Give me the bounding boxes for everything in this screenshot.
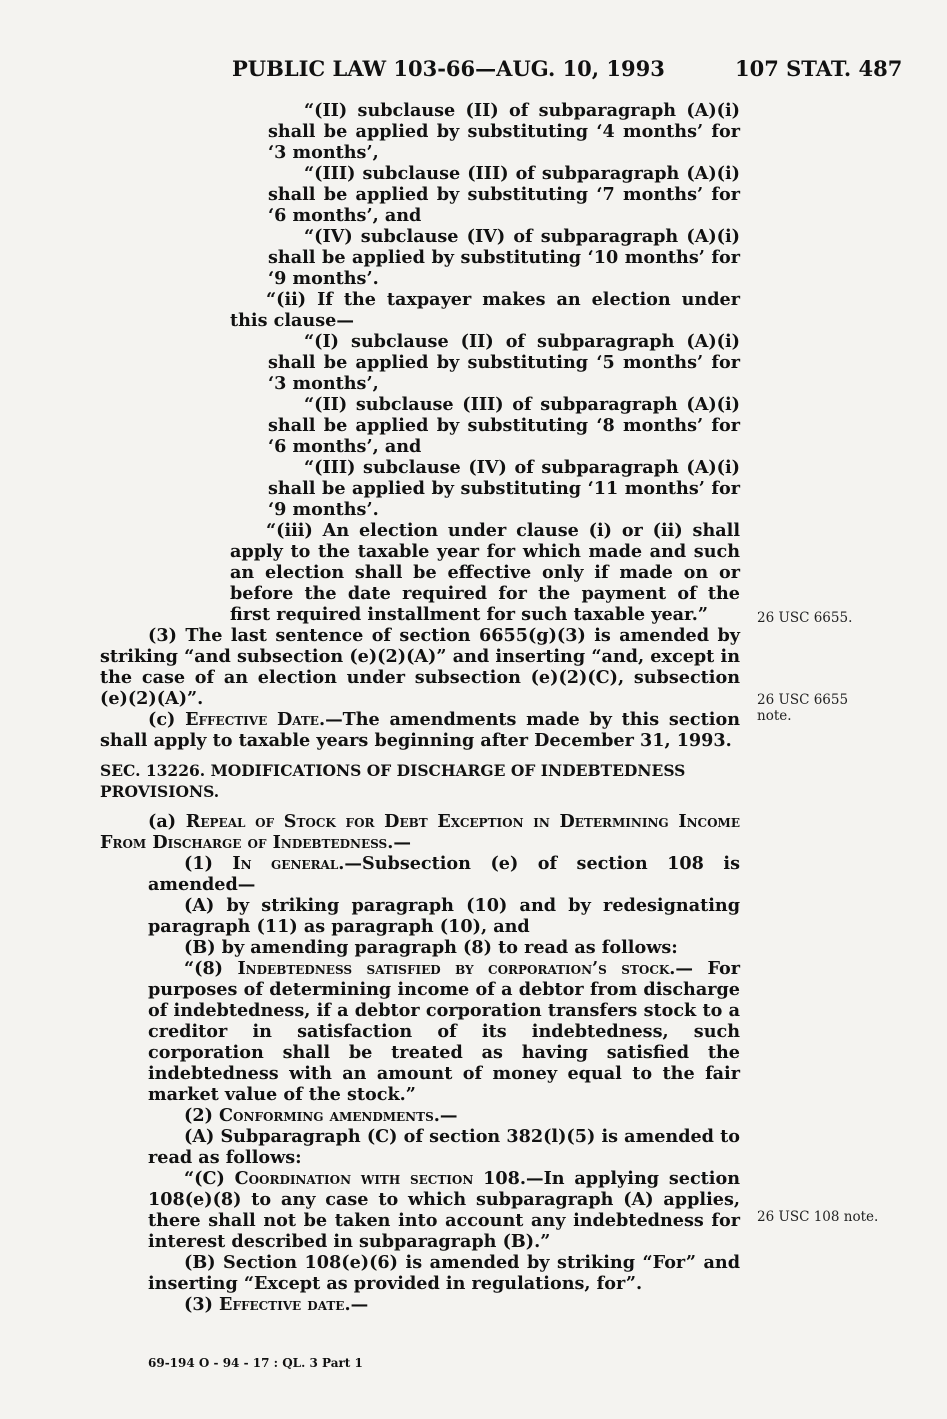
run-in-heading: Coordination with section 108.— <box>234 1168 544 1189</box>
paragraph-1-in-general: (1) In general.—Subsection (e) of section 108 is amended— <box>148 853 740 895</box>
paragraph-effective-date-c: (c) Effective Date.—The amendments made by this section shall apply to taxable years beginning after December 31, 1993. <box>100 709 740 751</box>
paragraph-item-IV-a: “(IV) subclause (IV) of subparagraph (A)(i) shall be applied by substituting ‘10 months’ for ‘9 months’. <box>268 226 740 289</box>
paragraph-item-III-a: “(III) subclause (III) of subparagraph (A)(i) shall be applied by substituting ‘7 months’ for ‘6 months’, and <box>268 163 740 226</box>
paragraph-item-I-b: “(I) subclause (II) of subparagraph (A)(i) shall be applied by substituting ‘5 months’ for ‘3 months’, <box>268 331 740 394</box>
run-in-heading: Conforming amendments.— <box>219 1105 458 1126</box>
paragraph-item-II-a: “(II) subclause (II) of subparagraph (A)(i) shall be applied by substituting ‘4 months’ for ‘3 months’, <box>268 100 740 163</box>
paragraph-item-II-b: “(II) subclause (III) of subparagraph (A)(i) shall be applied by substituting ‘8 months’ for ‘6 months’, and <box>268 394 740 457</box>
paragraph-B-108e6: (B) Section 108(e)(6) is amended by striking “For” and inserting “Except as provided in regulations, for”. <box>148 1252 740 1294</box>
paragraph-2-conforming: (2) Conforming amendments.— <box>184 1105 458 1126</box>
statute-body <box>100 100 740 1315</box>
run-in-heading: In general.— <box>232 853 363 874</box>
paragraph-A-strike: (A) by striking paragraph (10) and by redesignating paragraph (11) as paragraph (10), and <box>148 895 740 937</box>
public-law-citation: PUBLIC LAW 103-66—AUG. 10, 1993 <box>232 56 665 81</box>
run-in-heading: Repeal of Stock for Debt Exception in Determining Income From Discharge of Indebtedness.— <box>100 811 740 853</box>
margin-note-usc-108: 26 USC 108 note. <box>757 1209 879 1225</box>
paragraph-subsection-a: (a) Repeal of Stock for Debt Exception in Determining Income From Discharge of Indebtedness.— <box>100 811 740 853</box>
margin-note-line: 26 USC 6655 <box>757 692 849 708</box>
run-in-heading: Indebtedness satisfied by corporation’s stock.— <box>237 958 694 979</box>
paragraph-clause-iii: “(iii) An election under clause (i) or (ii) shall apply to the taxable year for which made and such an election shall be effective only if made on or before the date required for the payment of the first required installment for such taxable year.” <box>230 520 740 625</box>
statute-page-number: 107 STAT. 487 <box>735 56 903 81</box>
margin-note-usc-6655-note <box>757 692 848 724</box>
paragraph-B-amend: (B) by amending paragraph (8) to read as follows: <box>184 937 678 958</box>
paragraph-3-effective-date: (3) Effective date.— <box>184 1294 369 1315</box>
margin-note-line: note. <box>757 708 792 724</box>
paragraph-quoted-8: “(8) Indebtedness satisfied by corporation’s stock.— For purposes of determining income of a debtor from discharge of indebtedness, if a debtor corporation transfers stock to a creditor in satisfaction of its indebtedness, such corporation shall be treated as having satisfied the indebtedness with an amount of money equal to the fair market value of the stock.” <box>148 958 740 1105</box>
paragraph-quoted-C: “(C) Coordination with section 108.—In applying section 108(e)(8) to any case to which subparagraph (A) applies, there shall not be taken into account any indebtedness for interest described in subparagraph (B).” <box>148 1168 740 1252</box>
paragraph-item-III-b: “(III) subclause (IV) of subparagraph (A)(i) shall be applied by substituting ‘11 months’ for ‘9 months’. <box>268 457 740 520</box>
run-in-heading: Effective date.— <box>219 1294 369 1315</box>
section-heading: SEC. 13226. MODIFICATIONS OF DISCHARGE OF INDEBTEDNESS PROVISIONS. <box>100 761 686 801</box>
paragraph-3-amendment: (3) The last sentence of section 6655(g)(3) is amended by striking “and subsection (e)(2)(A)” and inserting “and, except in the case of an election under subsection (e)(2)(C), subsection (e)(2)(A)”. <box>100 625 740 709</box>
paragraph-A-382: (A) Subparagraph (C) of section 382(l)(5) is amended to read as follows: <box>148 1126 740 1168</box>
print-job-code: 69-194 O - 94 - 17 : QL. 3 Part 1 <box>148 1356 363 1370</box>
run-in-heading: Effective Date.— <box>185 709 343 730</box>
running-header <box>0 56 947 86</box>
margin-note-usc-6655: 26 USC 6655. <box>757 610 853 626</box>
paragraph-clause-ii: “(ii) If the taxpayer makes an election under this clause— <box>230 289 740 331</box>
